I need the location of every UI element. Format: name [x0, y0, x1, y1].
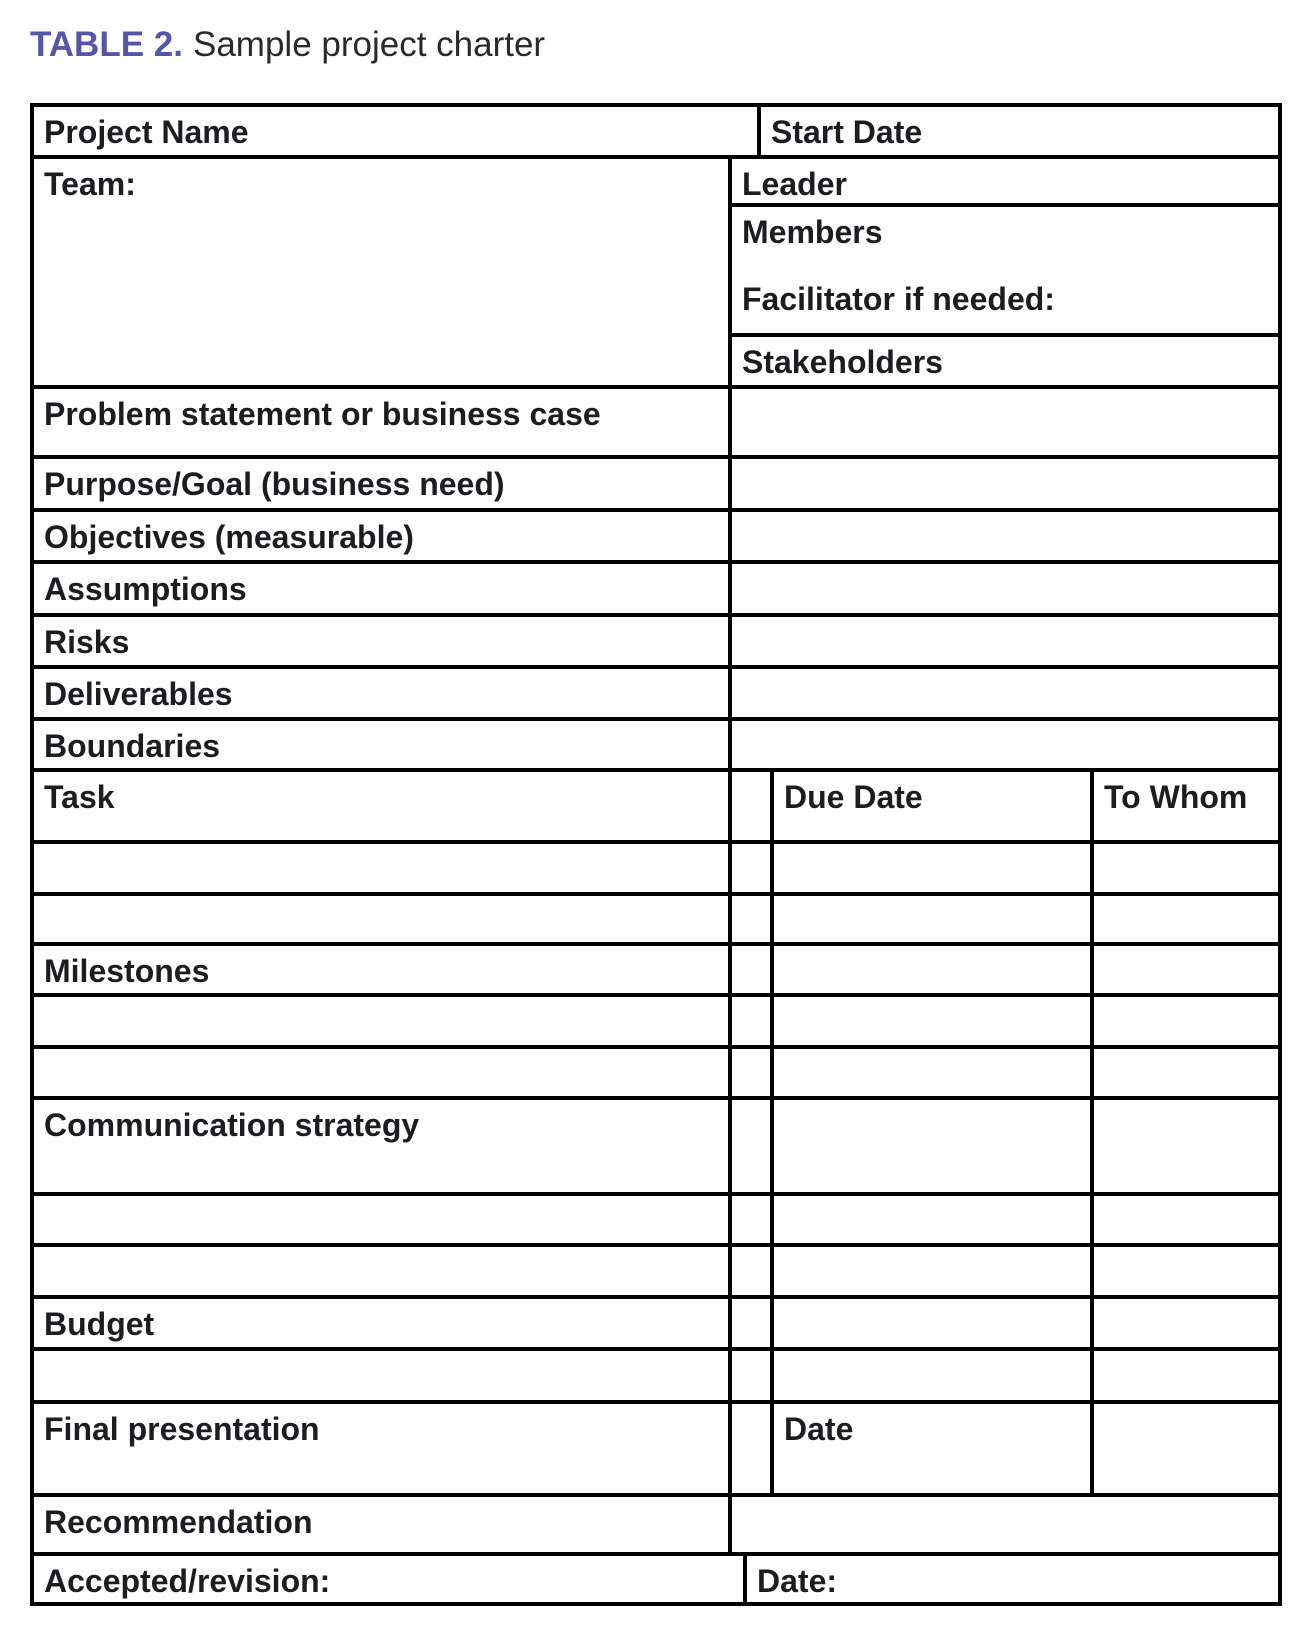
row-purpose-goal — [34, 459, 1278, 512]
empty-cell — [774, 1100, 1094, 1192]
spacer-cell — [732, 1100, 774, 1192]
empty-cell — [34, 844, 732, 892]
row-budget — [34, 1299, 1278, 1351]
cell-recommendation: Recommendation — [34, 1497, 732, 1552]
empty-cell — [34, 997, 732, 1045]
spacer-cell — [732, 1404, 774, 1493]
cell-communication-strategy: Communication strategy — [34, 1100, 732, 1192]
cell-to-whom-header: To Whom — [1104, 779, 1248, 815]
cell-final-date: Date — [774, 1404, 1094, 1493]
cell-start-date: Start Date — [771, 114, 923, 150]
row-team — [34, 159, 1278, 389]
cell-risks: Risks — [34, 617, 732, 665]
empty-cell — [1094, 1351, 1278, 1400]
empty-cell — [732, 459, 1278, 508]
row-task-header — [34, 772, 1278, 844]
cell-leader: Leader — [732, 159, 1278, 207]
row-final-presentation — [34, 1404, 1278, 1497]
cell-project-name: Project Name — [34, 107, 761, 155]
row-accepted-revision — [34, 1556, 1278, 1602]
empty-cell — [732, 512, 1278, 560]
cell-boundaries: Boundaries — [34, 721, 732, 768]
cell-problem-statement: Problem statement or business case — [34, 389, 732, 455]
cell-final-presentation: Final presentation — [34, 1404, 732, 1493]
empty-cell — [1094, 1049, 1278, 1096]
row-task-empty-1 — [34, 844, 1278, 896]
empty-cell — [774, 844, 1094, 892]
spacer-cell — [732, 1049, 774, 1096]
empty-cell — [732, 617, 1278, 665]
empty-cell — [732, 564, 1278, 613]
empty-cell — [732, 721, 1278, 768]
row-project-name — [34, 107, 1278, 159]
row-boundaries — [34, 721, 1278, 772]
cell-milestones: Milestones — [34, 946, 732, 993]
empty-cell — [1094, 997, 1278, 1045]
cell-budget: Budget — [34, 1299, 732, 1347]
facilitator-label: Facilitator if needed: — [742, 281, 1055, 318]
row-risks — [34, 617, 1278, 669]
cell-members-facilitator — [732, 207, 1278, 337]
team-right-column — [732, 159, 1278, 385]
cell-purpose-goal: Purpose/Goal (business need) — [34, 459, 732, 508]
empty-cell — [774, 1299, 1094, 1347]
empty-cell — [732, 1497, 1278, 1552]
spacer-cell — [732, 1247, 774, 1295]
row-assumptions — [34, 564, 1278, 617]
empty-cell — [34, 1196, 732, 1243]
empty-cell — [774, 1247, 1094, 1295]
empty-cell — [34, 896, 732, 942]
empty-cell — [1094, 946, 1278, 993]
empty-cell — [774, 946, 1094, 993]
row-recommendation — [34, 1497, 1278, 1556]
table-caption — [30, 24, 545, 66]
row-milestones-empty-1 — [34, 997, 1278, 1049]
empty-cell — [774, 1351, 1094, 1400]
empty-cell — [774, 1049, 1094, 1096]
cell-objectives: Objectives (measurable) — [34, 512, 732, 560]
row-budget-empty — [34, 1351, 1278, 1404]
row-objectives — [34, 512, 1278, 564]
table-caption-text: Sample project charter — [192, 25, 546, 64]
spacer-cell — [732, 1299, 774, 1347]
empty-cell — [1094, 896, 1278, 942]
table-caption-number: TABLE 2. — [30, 25, 183, 64]
row-communication-empty-1 — [34, 1196, 1278, 1247]
spacer-cell — [732, 844, 774, 892]
spacer-cell — [732, 1196, 774, 1243]
project-charter-table — [30, 103, 1282, 1606]
cell-task-header: Task — [34, 772, 732, 840]
empty-cell — [732, 669, 1278, 717]
empty-cell — [1094, 1299, 1278, 1347]
cell-deliverables: Deliverables — [34, 669, 732, 717]
row-problem-statement — [34, 389, 1278, 459]
empty-cell — [1094, 1404, 1278, 1493]
empty-cell — [1094, 1100, 1278, 1192]
row-communication-strategy — [34, 1100, 1278, 1196]
spacer-cell — [732, 946, 774, 993]
empty-cell — [774, 1196, 1094, 1243]
row-milestones — [34, 946, 1278, 997]
row-communication-empty-2 — [34, 1247, 1278, 1299]
cell-due-date-header: Due Date — [774, 772, 1094, 840]
empty-cell — [1094, 844, 1278, 892]
row-deliverables — [34, 669, 1278, 721]
empty-cell — [774, 997, 1094, 1045]
empty-cell — [774, 896, 1094, 942]
spacer-cell — [732, 1351, 774, 1400]
cell-stakeholders: Stakeholders — [742, 344, 943, 380]
empty-cell — [34, 1247, 732, 1295]
members-label: Members — [742, 214, 883, 250]
empty-cell — [34, 1351, 732, 1400]
cell-accepted-revision: Accepted/revision: — [34, 1556, 747, 1602]
cell-assumptions: Assumptions — [34, 564, 732, 613]
row-milestones-empty-2 — [34, 1049, 1278, 1100]
spacer-cell — [732, 997, 774, 1045]
spacer-cell — [732, 772, 774, 840]
empty-cell — [1094, 1196, 1278, 1243]
empty-cell — [732, 389, 1278, 455]
empty-cell — [1094, 1247, 1278, 1295]
spacer-cell — [732, 896, 774, 942]
row-task-empty-2 — [34, 896, 1278, 946]
cell-accepted-date: Date: — [757, 1563, 838, 1599]
cell-team-label: Team: — [34, 159, 732, 385]
empty-cell — [34, 1049, 732, 1096]
